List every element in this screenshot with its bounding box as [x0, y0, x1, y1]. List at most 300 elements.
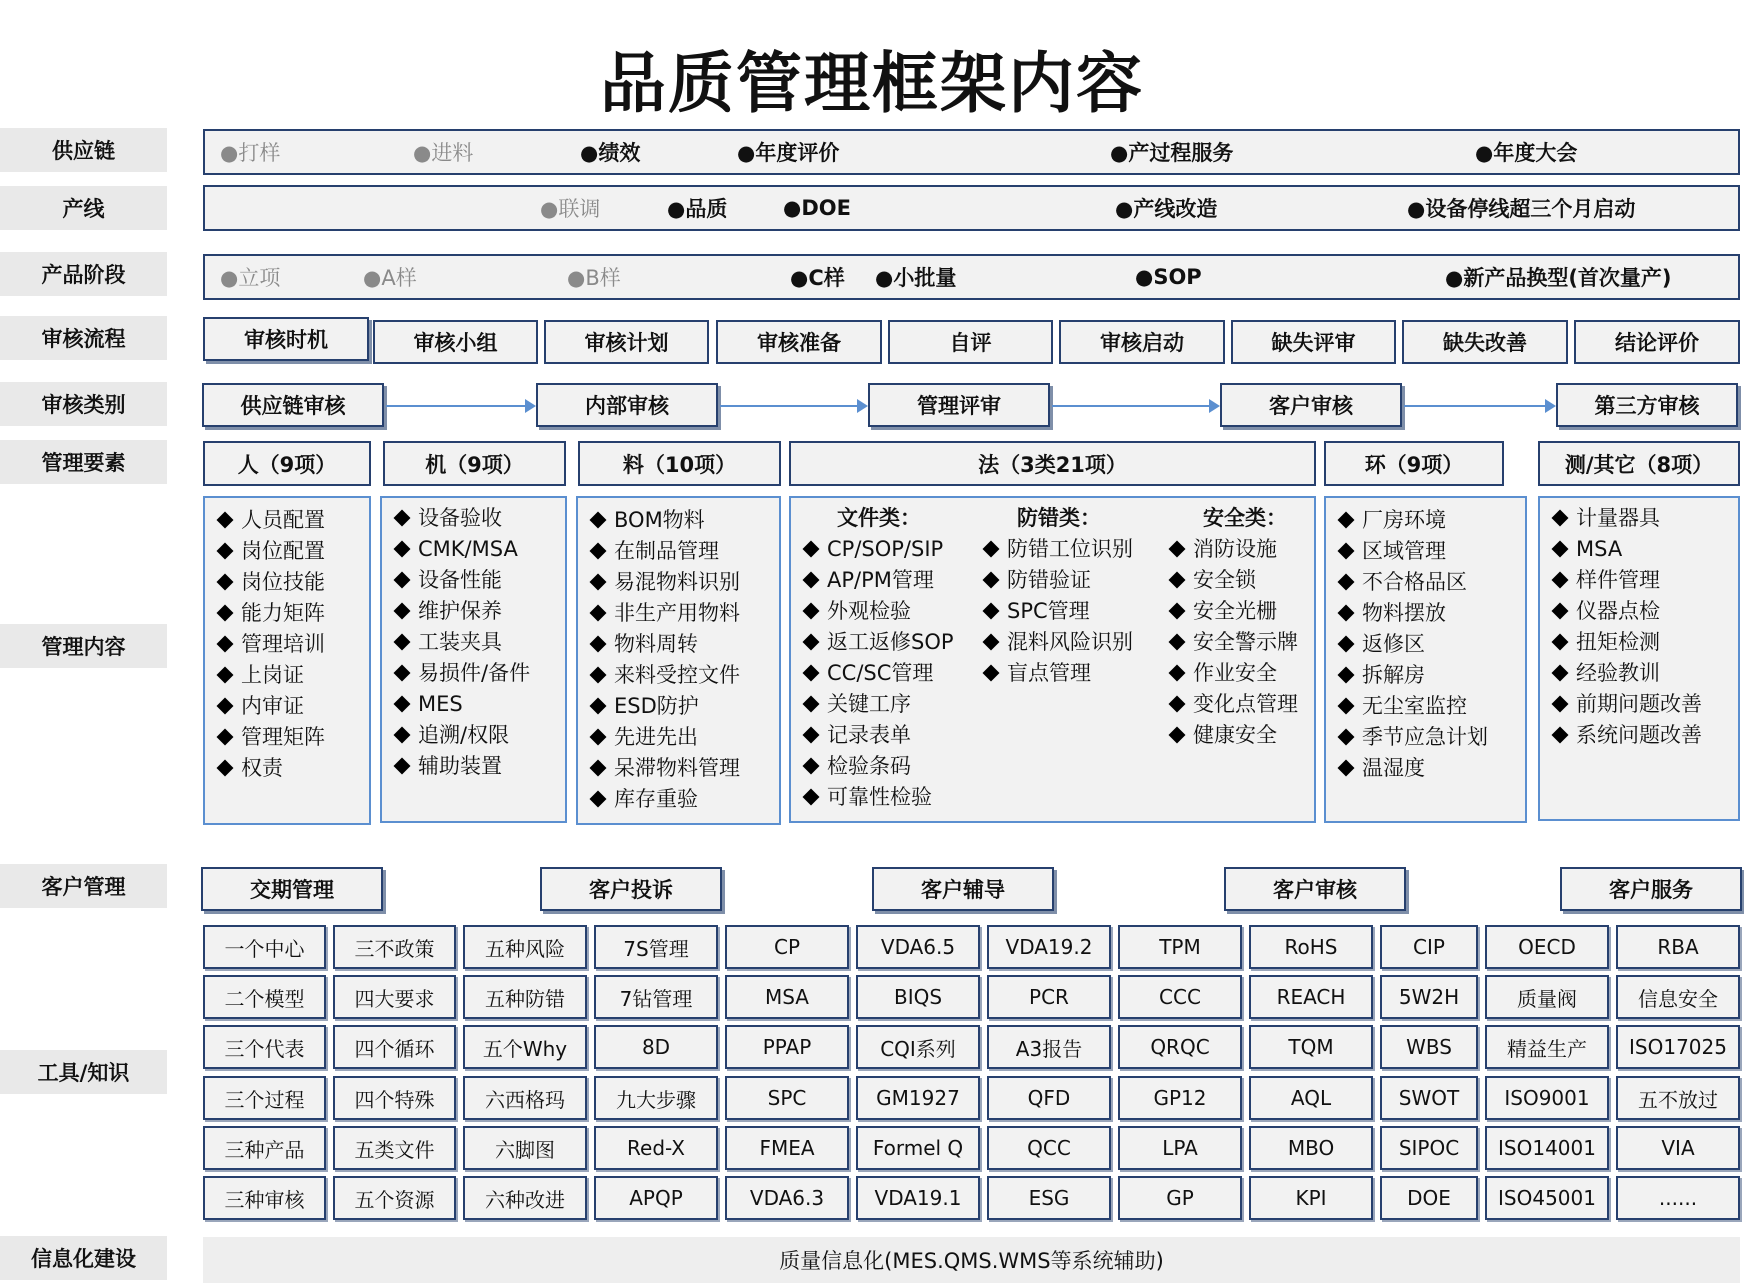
diamond-bullet-icon	[1338, 605, 1355, 622]
diamond-bullet-icon	[1552, 603, 1569, 620]
tool-cell: 精益生产	[1485, 1025, 1609, 1069]
tool-cell: 六西格玛	[463, 1076, 587, 1120]
product-stage-item: ●C样	[790, 266, 845, 290]
tool-cell: 三个代表	[203, 1025, 326, 1069]
diamond-bullet-icon	[1338, 574, 1355, 591]
tool-cell: 五种防错	[463, 975, 587, 1019]
list-item	[1540, 658, 1738, 689]
diamond-bullet-icon	[217, 729, 234, 746]
diamond-bullet-icon	[1552, 572, 1569, 589]
method-docs-list	[791, 534, 971, 813]
product-stage-item: ●小批量	[875, 266, 957, 290]
list-item	[1540, 565, 1738, 596]
list-item-label: 上岗证	[241, 663, 304, 687]
list-item	[205, 722, 369, 753]
tool-cell: 二个模型	[203, 975, 326, 1019]
method-errorproof-column	[971, 503, 1151, 689]
tool-cell: 三种审核	[203, 1176, 326, 1220]
list-item	[578, 567, 779, 598]
tool-cell: APQP	[594, 1176, 718, 1220]
list-item	[1157, 627, 1317, 658]
audit-type-box: 客户审核	[1220, 383, 1402, 427]
list-item-label: 库存重验	[614, 787, 698, 811]
list-item-label: 系统问题改善	[1576, 723, 1702, 747]
production-line-item: ●产线改造	[1115, 197, 1218, 221]
list-item-label: 计量器具	[1576, 506, 1660, 530]
diamond-bullet-icon	[394, 665, 411, 682]
tool-cell: 三个过程	[203, 1076, 326, 1120]
tool-cell: 7钻管理	[594, 975, 718, 1019]
tool-cell: DOE	[1380, 1176, 1478, 1220]
production-line-item: ●联调	[540, 197, 601, 221]
list-item-label: 可靠性检验	[827, 785, 932, 809]
list-item-label: 外观检验	[827, 599, 911, 623]
diamond-bullet-icon	[1169, 634, 1186, 651]
list-item	[1326, 753, 1525, 784]
tool-cell: PPAP	[725, 1025, 849, 1069]
diamond-bullet-icon	[1169, 541, 1186, 558]
list-item-label: 防错工位识别	[1007, 537, 1133, 561]
production-line-item: ●DOE	[783, 196, 851, 220]
list-item	[791, 720, 971, 751]
audit-step: 缺失改善	[1402, 320, 1568, 364]
supply-chain-item: ●年度大会	[1475, 141, 1578, 165]
list-item-label: 返修区	[1362, 632, 1425, 656]
list-item	[1157, 658, 1317, 689]
tool-cell: SPC	[725, 1076, 849, 1120]
list-item	[578, 722, 779, 753]
product-stage-item: ●SOP	[1135, 265, 1202, 289]
list-item	[1540, 503, 1738, 534]
audit-step: 审核计划	[544, 320, 709, 364]
tool-cell: WBS	[1380, 1025, 1478, 1069]
measurement-list	[1540, 503, 1738, 751]
tool-cell: GP12	[1118, 1076, 1242, 1120]
tool-cell: RBA	[1616, 925, 1740, 969]
tool-cell: 五种风险	[463, 925, 587, 969]
row-label-management-elements: 管理要素	[0, 440, 167, 484]
diamond-bullet-icon	[803, 789, 820, 806]
content-panel-method	[789, 496, 1316, 823]
tool-cell: ISO17025	[1616, 1025, 1740, 1069]
customer-item: 客户服务	[1560, 867, 1742, 911]
list-item-label: 工装夹具	[418, 630, 502, 654]
list-item-label: MSA	[1576, 537, 1623, 561]
diamond-bullet-icon	[1338, 698, 1355, 715]
row-label-product-stage: 产品阶段	[0, 252, 167, 296]
method-safety-list	[1157, 534, 1317, 751]
list-item-label: 记录表单	[827, 723, 911, 747]
content-panel-measurement	[1538, 496, 1740, 821]
list-item-label: 季节应急计划	[1362, 725, 1488, 749]
customer-item: 交期管理	[201, 867, 383, 911]
list-item	[578, 629, 779, 660]
customer-item: 客户辅导	[872, 867, 1054, 911]
material-list	[578, 505, 779, 815]
supply-chain-bar	[203, 129, 1740, 175]
diamond-bullet-icon	[803, 696, 820, 713]
method-safety-title: 安全类：	[1203, 506, 1287, 530]
list-item	[578, 691, 779, 722]
diamond-bullet-icon	[217, 605, 234, 622]
list-item-label: 不合格品区	[1362, 570, 1467, 594]
diamond-bullet-icon	[1338, 512, 1355, 529]
diamond-bullet-icon	[394, 758, 411, 775]
diamond-bullet-icon	[803, 572, 820, 589]
list-item	[382, 534, 565, 565]
list-item	[205, 753, 369, 784]
diamond-bullet-icon	[1552, 696, 1569, 713]
diamond-bullet-icon	[217, 543, 234, 560]
diamond-bullet-icon	[803, 727, 820, 744]
list-item	[578, 598, 779, 629]
method-errorproof-list	[971, 534, 1151, 689]
tool-cell: RoHS	[1249, 925, 1373, 969]
customer-item: 客户投诉	[540, 867, 722, 911]
audit-step: 审核准备	[716, 320, 882, 364]
list-item	[382, 503, 565, 534]
diamond-bullet-icon	[590, 791, 607, 808]
flow-arrow	[720, 405, 866, 407]
diamond-bullet-icon	[394, 541, 411, 558]
list-item-label: 管理培训	[241, 632, 325, 656]
list-item-label: 呆滞物料管理	[614, 756, 740, 780]
element-header: 人（9项）	[203, 441, 371, 486]
list-item	[578, 536, 779, 567]
list-item-label: 混料风险识别	[1007, 630, 1133, 654]
tool-cell: 信息安全	[1616, 975, 1740, 1019]
list-item-label: 在制品管理	[614, 539, 719, 563]
diamond-bullet-icon	[217, 512, 234, 529]
tool-cell: SWOT	[1380, 1076, 1478, 1120]
tool-cell: FMEA	[725, 1126, 849, 1170]
tool-cell: 九大步骤	[594, 1076, 718, 1120]
list-item	[1157, 596, 1317, 627]
tool-cell: VDA6.5	[856, 925, 980, 969]
row-label-audit-process: 审核流程	[0, 316, 167, 360]
diamond-bullet-icon	[1169, 727, 1186, 744]
list-item-label: BOM物料	[614, 508, 705, 532]
list-item-label: 扭矩检测	[1576, 630, 1660, 654]
diamond-bullet-icon	[394, 510, 411, 527]
diamond-bullet-icon	[803, 665, 820, 682]
diamond-bullet-icon	[217, 636, 234, 653]
audit-type-box: 供应链审核	[202, 383, 384, 427]
product-stage-item: ●立项	[220, 266, 281, 290]
list-item	[1157, 534, 1317, 565]
customer-item: 客户审核	[1224, 867, 1406, 911]
diamond-bullet-icon	[1552, 634, 1569, 651]
row-label-supply-chain: 供应链	[0, 128, 167, 172]
row-label-customer-management: 客户管理	[0, 864, 167, 908]
diamond-bullet-icon	[217, 667, 234, 684]
tool-cell: CP	[725, 925, 849, 969]
audit-type-box: 内部审核	[536, 383, 718, 427]
list-item-label: 返工返修SOP	[827, 630, 954, 654]
tool-cell: ISO45001	[1485, 1176, 1609, 1220]
supply-chain-item: ●进料	[413, 141, 474, 165]
diamond-bullet-icon	[217, 760, 234, 777]
list-item	[205, 567, 369, 598]
diamond-bullet-icon	[590, 760, 607, 777]
element-header: 环（9项）	[1324, 441, 1504, 486]
list-item-label: 先进先出	[614, 725, 698, 749]
list-item-label: 仪器点检	[1576, 599, 1660, 623]
method-safety-column	[1157, 503, 1317, 751]
supply-chain-item: ●年度评价	[737, 141, 840, 165]
row-label-management-content: 管理内容	[0, 624, 167, 668]
list-item	[205, 691, 369, 722]
list-item-label: SPC管理	[1007, 599, 1090, 623]
diamond-bullet-icon	[983, 603, 1000, 620]
tool-cell: LPA	[1118, 1126, 1242, 1170]
diamond-bullet-icon	[394, 603, 411, 620]
supply-chain-item: ●绩效	[580, 141, 641, 165]
list-item	[382, 689, 565, 720]
list-item	[205, 536, 369, 567]
tool-cell: 五个Why	[463, 1025, 587, 1069]
element-header: 料（10项）	[578, 441, 781, 486]
tool-cell: VDA6.3	[725, 1176, 849, 1220]
list-item	[578, 505, 779, 536]
list-item	[578, 784, 779, 815]
diamond-bullet-icon	[1552, 541, 1569, 558]
tool-cell: 五不放过	[1616, 1076, 1740, 1120]
list-item-label: 易混物料识别	[614, 570, 740, 594]
diamond-bullet-icon	[983, 665, 1000, 682]
tool-cell: REACH	[1249, 975, 1373, 1019]
flow-arrow	[1052, 405, 1218, 407]
diamond-bullet-icon	[983, 634, 1000, 651]
list-item	[578, 753, 779, 784]
list-item-label: 安全锁	[1193, 568, 1256, 592]
tool-cell: 六脚图	[463, 1126, 587, 1170]
diamond-bullet-icon	[1169, 696, 1186, 713]
tool-cell: MBO	[1249, 1126, 1373, 1170]
flow-arrow	[386, 405, 534, 407]
audit-step: 结论评价	[1574, 320, 1740, 364]
list-item	[205, 660, 369, 691]
tool-cell: ESG	[987, 1176, 1111, 1220]
list-item-label: 管理矩阵	[241, 725, 325, 749]
list-item	[791, 534, 971, 565]
list-item-label: 安全光栅	[1193, 599, 1277, 623]
tool-cell: Formel Q	[856, 1126, 980, 1170]
list-item-label: ESD防护	[614, 694, 699, 718]
list-item	[791, 751, 971, 782]
row-label-audit-type: 审核类别	[0, 382, 167, 426]
tool-cell: GP	[1118, 1176, 1242, 1220]
list-item-label: 消防设施	[1193, 537, 1277, 561]
tool-cell: SIPOC	[1380, 1126, 1478, 1170]
audit-step: 审核启动	[1059, 320, 1225, 364]
tool-cell: CCC	[1118, 975, 1242, 1019]
list-item-label: 辅助装置	[418, 754, 502, 778]
tool-cell: GM1927	[856, 1076, 980, 1120]
tool-cell: 四大要求	[333, 975, 456, 1019]
diamond-bullet-icon	[1338, 543, 1355, 560]
list-item	[382, 565, 565, 596]
list-item-label: 设备验收	[418, 506, 502, 530]
audit-step: 审核小组	[373, 320, 538, 364]
list-item-label: 物料周转	[614, 632, 698, 656]
list-item	[382, 720, 565, 751]
tool-cell: TQM	[1249, 1025, 1373, 1069]
diamond-bullet-icon	[1338, 667, 1355, 684]
diamond-bullet-icon	[394, 727, 411, 744]
content-panel-material	[576, 496, 781, 825]
diamond-bullet-icon	[803, 603, 820, 620]
tool-cell: ISO9001	[1485, 1076, 1609, 1120]
list-item-label: 维护保养	[418, 599, 502, 623]
row-label-informatization: 信息化建设	[0, 1236, 167, 1280]
list-item-label: MES	[418, 692, 463, 716]
tool-cell: 8D	[594, 1025, 718, 1069]
production-line-bar	[203, 185, 1740, 231]
list-item-label: 前期问题改善	[1576, 692, 1702, 716]
list-item	[1326, 505, 1525, 536]
list-item	[578, 660, 779, 691]
list-item-label: 作业安全	[1193, 661, 1277, 685]
supply-chain-item: ●打样	[220, 141, 281, 165]
tool-cell: PCR	[987, 975, 1111, 1019]
diamond-bullet-icon	[394, 696, 411, 713]
list-item-label: AP/PM管理	[827, 568, 934, 592]
content-panel-people	[203, 496, 371, 825]
list-item-label: 盲点管理	[1007, 661, 1091, 685]
supply-chain-item: ●产过程服务	[1110, 141, 1234, 165]
list-item-label: 人员配置	[241, 508, 325, 532]
list-item	[1540, 596, 1738, 627]
tool-cell: KPI	[1249, 1176, 1373, 1220]
diamond-bullet-icon	[1169, 603, 1186, 620]
tool-cell: 五类文件	[333, 1126, 456, 1170]
list-item-label: 无尘室监控	[1362, 694, 1467, 718]
tool-cell: A3报告	[987, 1025, 1111, 1069]
list-item	[1326, 691, 1525, 722]
list-item	[382, 596, 565, 627]
list-item-label: 拆解房	[1362, 663, 1425, 687]
list-item	[791, 596, 971, 627]
list-item-label: 设备性能	[418, 568, 502, 592]
list-item-label: 岗位配置	[241, 539, 325, 563]
list-item-label: 岗位技能	[241, 570, 325, 594]
list-item	[1157, 720, 1317, 751]
method-docs-title: 文件类：	[837, 506, 921, 530]
product-stage-item: ●新产品换型(首次量产)	[1445, 266, 1672, 290]
diamond-bullet-icon	[1169, 572, 1186, 589]
product-stage-item: ●B样	[567, 266, 621, 290]
list-item	[382, 658, 565, 689]
tool-cell: VDA19.2	[987, 925, 1111, 969]
list-item-label: 能力矩阵	[241, 601, 325, 625]
list-item-label: 经验教训	[1576, 661, 1660, 685]
list-item-label: CP/SOP/SIP	[827, 537, 944, 561]
method-errorproof-title: 防错类：	[1017, 506, 1101, 530]
list-item	[205, 598, 369, 629]
tool-cell: AQL	[1249, 1076, 1373, 1120]
tool-cell: MSA	[725, 975, 849, 1019]
diamond-bullet-icon	[394, 634, 411, 651]
list-item-label: 追溯/权限	[418, 723, 510, 747]
tool-cell: OECD	[1485, 925, 1609, 969]
audit-type-box: 管理评审	[868, 383, 1050, 427]
list-item-label: 物料摆放	[1362, 601, 1446, 625]
tool-cell: ISO14001	[1485, 1126, 1609, 1170]
list-item	[791, 689, 971, 720]
tool-cell: 一个中心	[203, 925, 326, 969]
list-item	[1540, 627, 1738, 658]
tool-cell: 三种产品	[203, 1126, 326, 1170]
diamond-bullet-icon	[983, 572, 1000, 589]
people-list	[205, 505, 369, 784]
tool-cell: 质量阀	[1485, 975, 1609, 1019]
tool-cell: 7S管理	[594, 925, 718, 969]
diamond-bullet-icon	[1338, 729, 1355, 746]
diamond-bullet-icon	[1552, 665, 1569, 682]
list-item-label: CC/SC管理	[827, 661, 934, 685]
list-item	[1157, 689, 1317, 720]
tool-cell: Red-X	[594, 1126, 718, 1170]
diamond-bullet-icon	[590, 729, 607, 746]
tool-cell: VDA19.1	[856, 1176, 980, 1220]
diamond-bullet-icon	[983, 541, 1000, 558]
diamond-bullet-icon	[590, 667, 607, 684]
diamond-bullet-icon	[394, 572, 411, 589]
tool-cell: QFD	[987, 1076, 1111, 1120]
environment-list	[1326, 505, 1525, 784]
diamond-bullet-icon	[1552, 510, 1569, 527]
list-item-label: 防错验证	[1007, 568, 1091, 592]
element-header: 法（3类21项）	[789, 441, 1316, 486]
list-item	[1326, 660, 1525, 691]
list-item	[971, 534, 1151, 565]
tool-cell: 四个循环	[333, 1025, 456, 1069]
list-item	[1326, 536, 1525, 567]
list-item-label: 厂房环境	[1362, 508, 1446, 532]
tool-cell: VIA	[1616, 1126, 1740, 1170]
list-item	[971, 658, 1151, 689]
production-line-item: ●品质	[667, 197, 728, 221]
diamond-bullet-icon	[217, 574, 234, 591]
list-item-label: 健康安全	[1193, 723, 1277, 747]
list-item	[1326, 722, 1525, 753]
tool-cell: 5W2H	[1380, 975, 1478, 1019]
diamond-bullet-icon	[1552, 727, 1569, 744]
row-label-tools-knowledge: 工具/知识	[0, 1050, 167, 1094]
tool-cell: QCC	[987, 1126, 1111, 1170]
element-header: 机（9项）	[383, 441, 566, 486]
element-header: 测/其它（8项）	[1538, 441, 1740, 486]
production-line-item: ●设备停线超三个月启动	[1407, 197, 1636, 221]
diamond-bullet-icon	[217, 698, 234, 715]
list-item	[791, 565, 971, 596]
list-item	[971, 627, 1151, 658]
list-item-label: 关键工序	[827, 692, 911, 716]
content-panel-machine	[380, 496, 567, 823]
list-item-label: 安全警示牌	[1193, 630, 1298, 654]
list-item-label: 来料受控文件	[614, 663, 740, 687]
method-docs-column	[791, 503, 971, 813]
diamond-bullet-icon	[1338, 636, 1355, 653]
list-item	[1540, 720, 1738, 751]
diamond-bullet-icon	[590, 698, 607, 715]
product-stage-bar	[203, 254, 1740, 300]
tool-cell: QRQC	[1118, 1025, 1242, 1069]
list-item-label: 非生产用物料	[614, 601, 740, 625]
list-item-label: CMK/MSA	[418, 537, 518, 561]
list-item-label: 易损件/备件	[418, 661, 531, 685]
